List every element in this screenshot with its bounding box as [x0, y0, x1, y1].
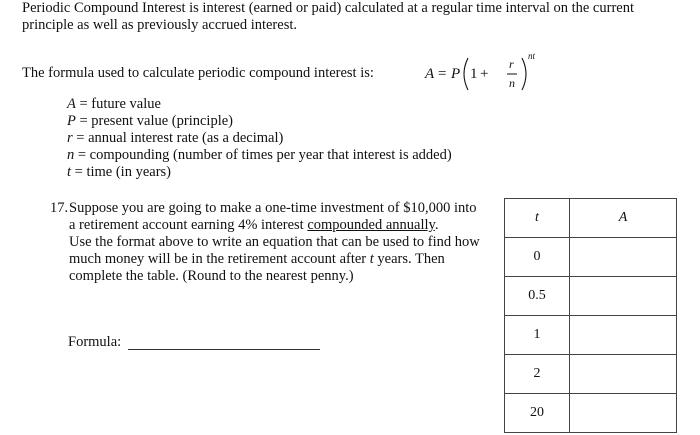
table-row	[505, 277, 677, 316]
t-cell: 20	[505, 394, 570, 433]
formula-intro: The formula used to calculate periodic compound interest is:	[22, 65, 374, 81]
formula-P: P	[451, 66, 461, 82]
intro-line-2: principle as well as previously accrued interest.	[22, 17, 297, 33]
intro-line-1: Periodic Compound Interest is interest (earned or paid) calculated at a regular time interval on the current	[22, 0, 634, 16]
a-cell[interactable]	[570, 277, 677, 316]
formula-one: 1	[470, 66, 478, 82]
question-number: 17.	[50, 200, 69, 216]
a-cell[interactable]	[570, 394, 677, 433]
a-cell[interactable]	[570, 238, 677, 277]
def-t: t = time (in years)	[67, 164, 172, 180]
formula-r: r	[509, 57, 514, 71]
def-P: P = present value (principle)	[67, 113, 234, 129]
table-header-row	[505, 199, 677, 238]
def-A: A = future value	[67, 96, 161, 112]
table-row	[505, 394, 677, 433]
def-r: r = annual interest rate (as a decimal)	[67, 130, 284, 146]
table-row	[505, 355, 677, 394]
compounded-annually: compounded annually	[307, 217, 435, 233]
formula-label: Formula:	[68, 334, 122, 350]
formula-equals: =	[438, 66, 447, 82]
compound-interest-formula	[425, 53, 535, 93]
formula-A: A	[425, 66, 435, 82]
table-row	[505, 316, 677, 355]
t-cell: 0.5	[505, 277, 570, 316]
header-A: A	[570, 199, 677, 238]
def-n: n = compounding (number of times per year that interest is added)	[67, 147, 452, 163]
t-cell: 0	[505, 238, 570, 277]
header-t: t	[505, 199, 570, 238]
formula-answer-blank[interactable]	[128, 349, 320, 350]
variable-definitions	[67, 96, 452, 181]
table-row	[505, 238, 677, 277]
a-cell[interactable]	[570, 316, 677, 355]
t-cell: 1	[505, 316, 570, 355]
formula-n: n	[509, 76, 515, 90]
formula-exponent: nt	[528, 51, 536, 61]
t-cell: 2	[505, 355, 570, 394]
a-cell[interactable]	[570, 355, 677, 394]
answer-table	[504, 198, 677, 433]
formula-plus: +	[480, 66, 489, 82]
intro-paragraph	[22, 0, 682, 34]
question-text: Suppose you are going to make a one-time investment of $10,000 into a retirement account earning 4% interest compounded annually. Use the format above to write an equation that can be used to find how much money will be in the retirement account after t years. Then complete the table. (Round to the nearest penny.)	[69, 200, 480, 284]
